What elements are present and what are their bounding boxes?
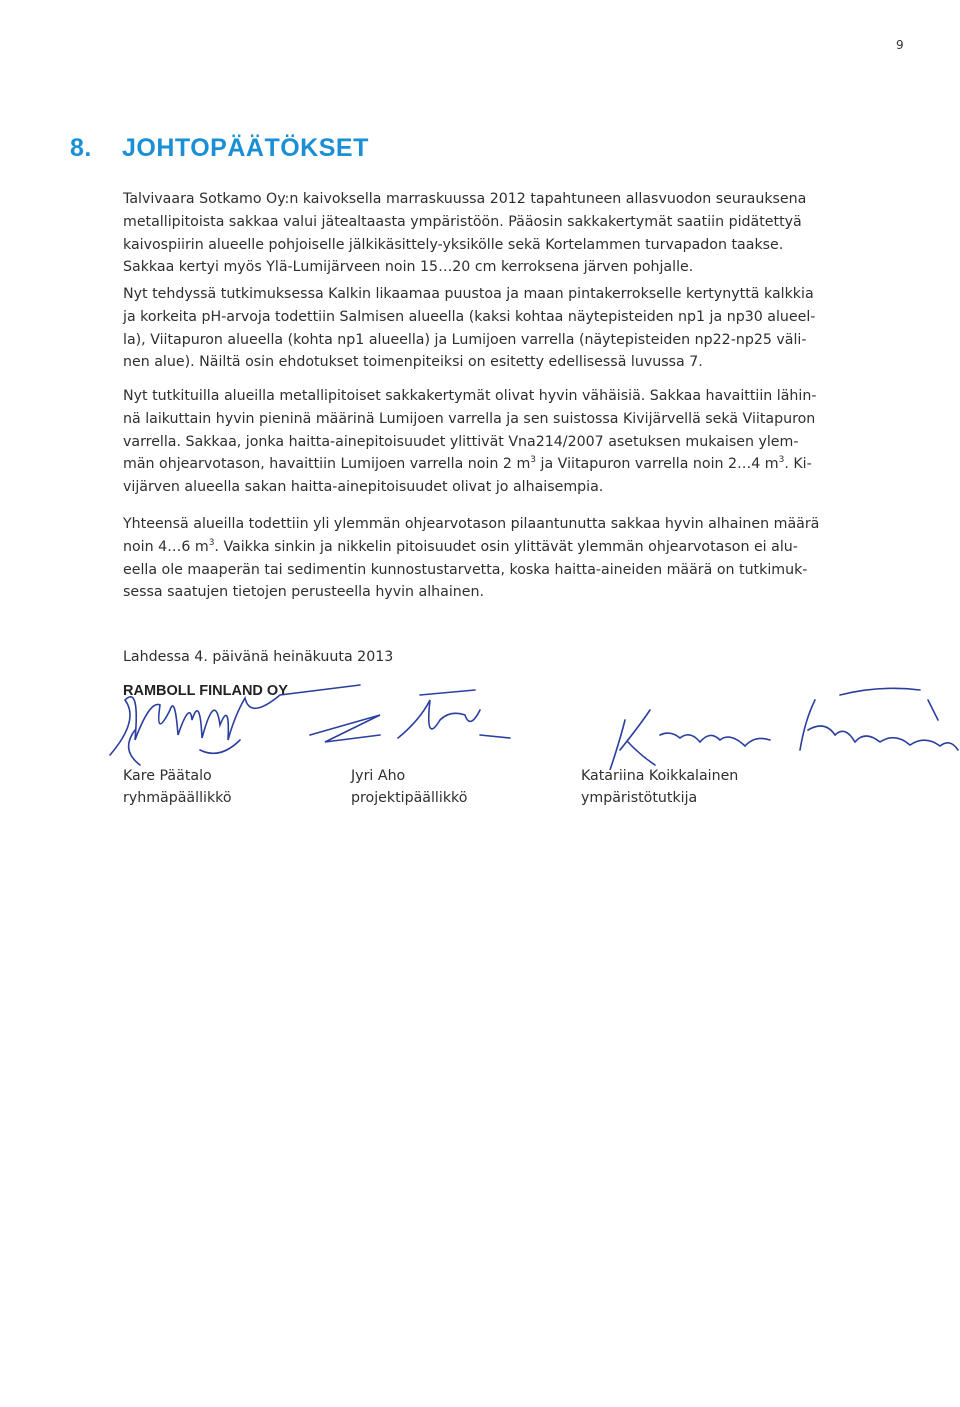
place-date: Lahdessa 4. päivänä heinäkuuta 2013 [123,649,394,665]
text-run: ja Viitapuron varrella noin 2…4 m [536,456,779,473]
paragraph-line: sessa saatujen tietojen perusteella hyvin alhainen. [123,584,485,601]
signer-name: Katariina Koikkalainen [581,768,739,784]
paragraph-1 [123,188,913,279]
section-number: 8. [70,134,92,162]
paragraph-line: Talvivaara Sotkamo Oy:n kaivoksella marraskuussa 2012 tapahtuneen allasvuodon seurauksena [123,191,807,207]
signature-katariina-2 [800,688,958,750]
superscript: 3 [208,537,215,548]
signer-kare [123,765,232,809]
paragraph-line: Yhteensä alueilla todettiin yli ylemmän ohjearvotason pilaantunutta sakkaa hyvin alhainen määrä [123,516,820,532]
text-run: . Ki- [784,456,812,473]
signature-tick [928,700,938,720]
paragraph-line: varrella. Sakkaa, jonka haitta-ainepitoisuudet ylittivät Vna214/2007 asetuksen mukaisen ylem- [123,433,799,450]
signature-jyri [310,700,510,742]
signature-kare-loop [129,730,240,765]
signer-katariina [581,765,738,809]
section-title: JOHTOPÄÄTÖKSET [122,134,369,162]
signer-name: Jyri Aho [351,768,406,784]
superscript: 3 [530,455,537,466]
signature-katariina [610,710,770,770]
paragraph-line: Sakkaa kertyi myös Ylä-Lumijärveen noin 15…20 cm kerroksena järven pohjalle. [123,259,694,276]
paragraph-line: nä laikuttain hyvin pieninä määrinä Lumijoen varrella ja sen suistossa Kivijärvellä sekä Viitapuron [123,410,816,427]
text-run: . Vaikka sinkin ja nikkelin pitoisuudet osin ylittävät ylemmän ohjearvotason ei alu- [214,538,798,555]
paragraph-line: Nyt tutkituilla alueilla metallipitoiset sakkakertymät olivat hyvin vähäisiä. Sakkaa havaittiin lähin- [123,388,817,404]
signer-title: ryhmäpäällikkö [123,790,232,806]
superscript: 3 [778,455,785,466]
paragraph-line: eella ole maaperän tai sedimentin kunnostustarvetta, koska haitta-aineiden määrä on tutkimuk- [123,561,808,578]
paragraph-2 [123,283,913,374]
paragraph-line: kaivospiirin alueelle pohjoiselle jälkikäsittely-yksikölle sekä Kortelammen turvapadon taakse. [123,236,784,253]
handwritten-signatures [80,680,960,770]
text-run: män ohjearvotason, havaittiin Lumijoen varrella noin 2 m [123,456,531,473]
page-number: 9 [896,38,904,52]
paragraph-line: Nyt tehdyssä tutkimuksessa Kalkin likaamaa puustoa ja maan pintakerrokselle kertynyttä kalkkia [123,286,814,302]
paragraph-line [123,453,913,476]
paragraph-line: ja korkeita pH-arvoja todettiin Salmisen alueella (kaksi kohtaa näytepisteiden np1 ja np30 alueel- [123,308,816,325]
paragraph-4 [123,513,913,604]
section-heading [70,134,369,163]
company-name: RAMBOLL FINLAND OY [123,683,288,699]
signer-jyri [351,765,467,809]
paragraph-line: nen alue). Näiltä osin ehdotukset toimenpiteiksi on esitetty edellisessä luvussa 7. [123,354,703,371]
paragraph-line: vijärven alueella sakan haitta-ainepitoisuudet olivat jo alhaisempia. [123,479,604,496]
paragraph-line [123,536,913,559]
paragraph-line: la), Viitapuron alueella (kohta np1 alueella) ja Lumijoen varrella (näytepisteiden np22-np25 väli- [123,331,807,348]
paragraph-line: metallipitoista sakkaa valui jätealtaasta ympäristöön. Pääosin sakkakertymät saatiin pidätettyä [123,213,802,230]
text-run: noin 4…6 m [123,538,209,555]
signature-jyri-accent [420,690,475,695]
paragraph-3 [123,385,913,499]
signer-title: ympäristötutkija [581,790,698,806]
signer-name: Kare Päätalo [123,768,212,784]
signer-title: projektipäällikkö [351,790,468,806]
